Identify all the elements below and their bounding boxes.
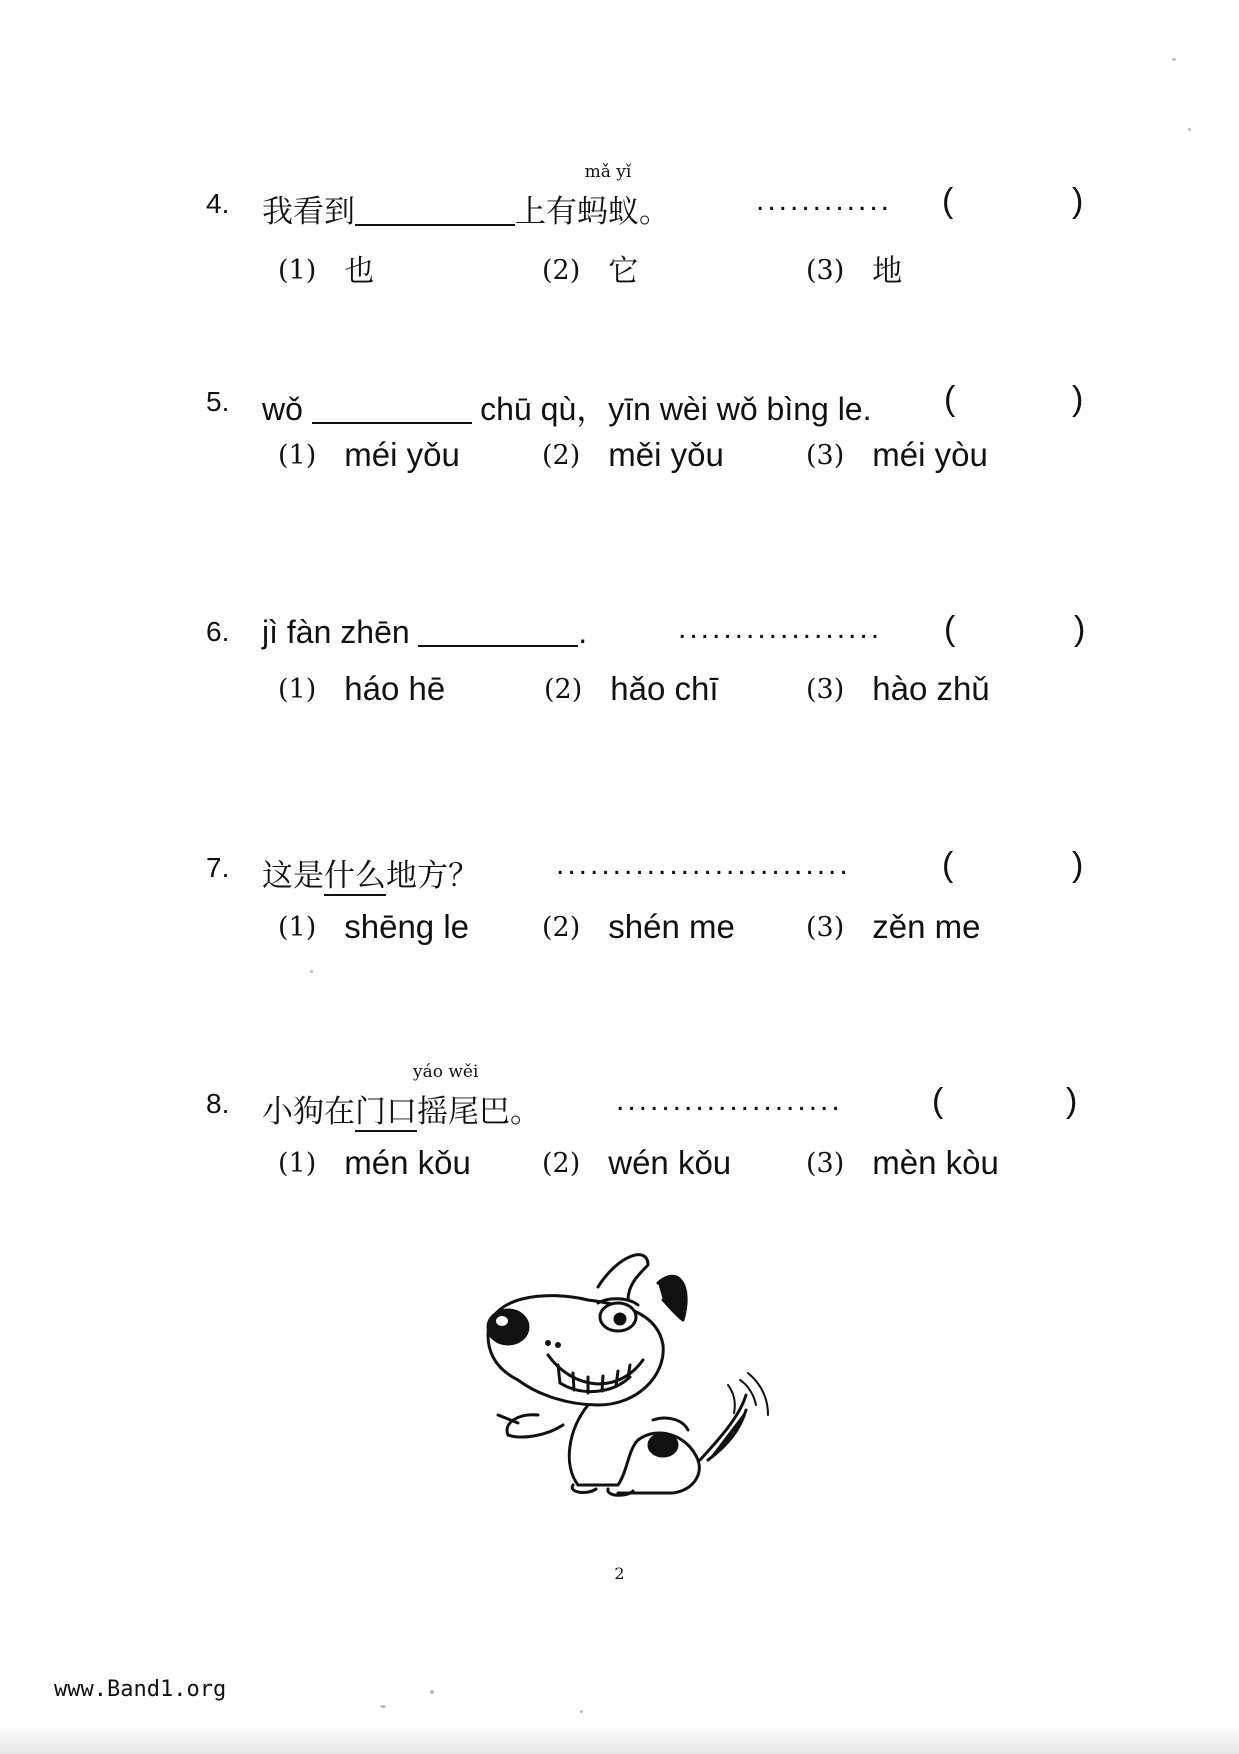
- leader-dots: ....................: [616, 1084, 843, 1117]
- option-1: (1) shēng le: [278, 908, 470, 945]
- question-8: [206, 1062, 1106, 1194]
- answer-paren-open: (: [944, 610, 956, 648]
- options: [206, 246, 1106, 296]
- question-stem: jì fàn zhēn .: [262, 614, 588, 650]
- leader-dots: ............: [756, 184, 893, 217]
- answer-paren-close: ): [1072, 182, 1084, 220]
- answer-paren-open: (: [942, 182, 954, 220]
- answer-paren-close: ): [1072, 380, 1084, 418]
- question-6: [206, 610, 1106, 720]
- pinyin-annotation: mǎ yǐ: [584, 162, 632, 182]
- question-number: 5.: [206, 386, 230, 417]
- scan-bottom-shadow: [0, 1725, 1239, 1754]
- option-1: (1) 也: [278, 254, 375, 289]
- underlined-word: 什么: [324, 858, 386, 894]
- ruby-word: mǎ yǐ 蚂蚁: [577, 162, 639, 230]
- question-5: [206, 380, 1106, 486]
- question-number: 8.: [206, 1088, 230, 1119]
- option-3: (3) 地: [806, 254, 903, 289]
- question-number: 7.: [206, 852, 230, 883]
- answer-paren-close: ): [1066, 1082, 1078, 1120]
- page-number: 2: [614, 1564, 625, 1583]
- question-stem: wǒ chū qù，yīn wèi wǒ bìng le.: [262, 391, 872, 427]
- option-3: (3) mèn kòu: [806, 1144, 999, 1181]
- question-number: 6.: [206, 616, 230, 647]
- scan-speck: [430, 1690, 434, 1694]
- option-2: (2) měi yǒu: [542, 436, 724, 473]
- answer-blank: [355, 194, 515, 226]
- scan-speck: [1172, 58, 1176, 61]
- option-3: (3) hào zhǔ: [806, 670, 990, 707]
- leader-dots: ..................: [678, 612, 883, 645]
- question-7: [206, 846, 1106, 958]
- option-1: (1) méi yǒu: [278, 436, 460, 473]
- answer-blank: [418, 615, 578, 647]
- option-2: (2) wén kǒu: [542, 1144, 732, 1181]
- footer-watermark-url: www.Band1.org: [54, 1677, 227, 1702]
- pinyin-annotation: yáo wěi: [413, 1062, 479, 1082]
- option-1: (1) háo hē: [278, 670, 446, 707]
- question-stem: 小狗在门口 yáo wěi 摇尾巴。: [262, 1062, 541, 1130]
- options: [206, 670, 1106, 720]
- answer-blank: [312, 392, 472, 424]
- question-number: 4.: [206, 188, 230, 219]
- option-3: (3) méi yòu: [806, 436, 988, 473]
- option-2: (2) hǎo chī: [544, 670, 719, 707]
- question-stem: 我看到 上有 mǎ yǐ 蚂蚁。: [262, 162, 670, 230]
- scan-speck: [1188, 128, 1191, 131]
- scan-speck: [380, 1705, 386, 1708]
- options: [206, 436, 1106, 486]
- scan-speck: [310, 970, 313, 973]
- option-2: (2) 它: [542, 254, 639, 289]
- options: [206, 908, 1106, 958]
- answer-paren-open: (: [932, 1082, 944, 1120]
- option-3: (3) zěn me: [806, 908, 981, 945]
- question-stem: 这是什么地方？: [262, 858, 479, 894]
- answer-paren-open: (: [944, 380, 956, 418]
- answer-paren-open: (: [942, 846, 954, 884]
- ruby-word: yáo wěi 摇: [413, 1062, 479, 1130]
- option-2: (2) shén me: [542, 908, 735, 945]
- options: [206, 1144, 1106, 1194]
- cartoon-dog-illustration: [478, 1245, 798, 1505]
- scan-speck: [580, 1710, 583, 1713]
- answer-paren-close: ): [1074, 610, 1086, 648]
- option-1: (1) mén kǒu: [278, 1144, 471, 1181]
- question-4: [206, 162, 1106, 296]
- leader-dots: ..........................: [556, 848, 851, 881]
- underlined-word: 门口: [355, 1094, 417, 1130]
- answer-paren-close: ): [1072, 846, 1084, 884]
